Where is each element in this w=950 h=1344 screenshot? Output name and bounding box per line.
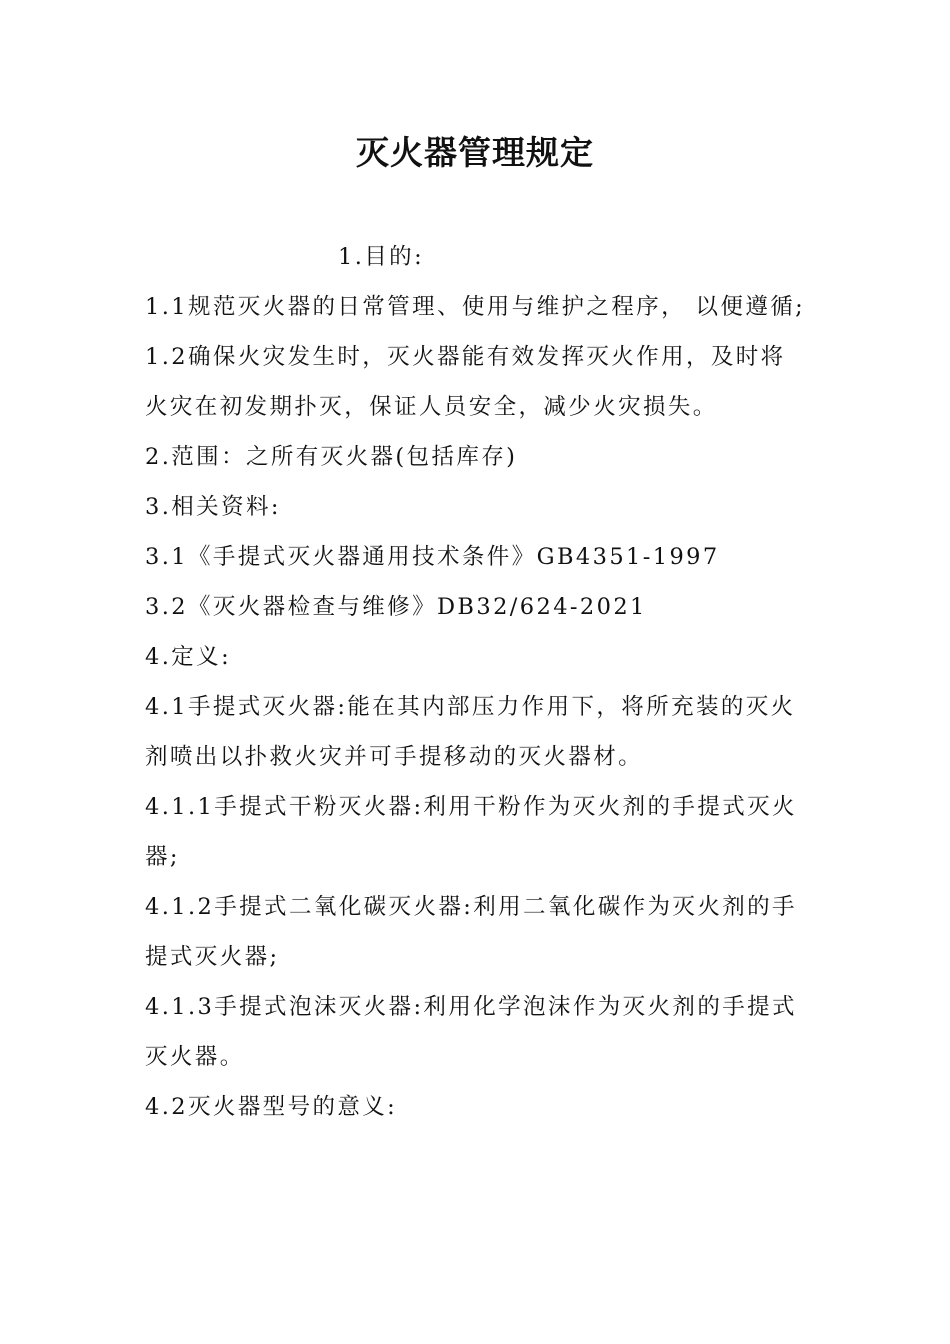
paragraph-scope: 2.范围：之所有灭火器(包括库存)	[145, 444, 518, 470]
section-heading-purpose: 1.目的:	[338, 244, 425, 270]
paragraph-1-1: 1.1规范灭火器的日常管理、使用与维护之程序， 以便遵循;	[145, 294, 806, 320]
paragraph-3-1: 3.1《手提式灭火器通用技术条件》GB4351-1997	[145, 544, 720, 570]
document-title: 灭火器管理规定	[356, 133, 594, 172]
paragraph-4-1-2: 4.1.2手提式二氧化碳灭火器:利用二氧化碳作为灭火剂的手提式灭火器;	[145, 894, 797, 970]
paragraph-1-2: 1.2确保火灾发生时，灭火器能有效发挥灭火作用，及时将火灾在初发期扑灭，保证人员安全，减少火灾损失。	[145, 344, 786, 420]
document-body	[145, 232, 810, 1132]
paragraph-4-1-3: 4.1.3手提式泡沫灭火器:利用化学泡沫作为灭火剂的手提式灭火器。	[145, 994, 797, 1070]
paragraph-4-2: 4.2灭火器型号的意义:	[145, 1094, 398, 1120]
section-heading-references: 3.相关资料:	[145, 494, 281, 520]
paragraph-4-1-1: 4.1.1手提式干粉灭火器:利用干粉作为灭火剂的手提式灭火器;	[145, 794, 797, 870]
paragraph-3-2: 3.2《灭火器检查与维修》DB32/624-2021	[145, 594, 647, 620]
paragraph-4-1: 4.1手提式灭火器:能在其内部压力作用下，将所充装的灭火剂喷出以扑救火灾并可手提移动的灭火器材。	[145, 694, 796, 770]
section-heading-definitions: 4.定义:	[145, 644, 232, 670]
